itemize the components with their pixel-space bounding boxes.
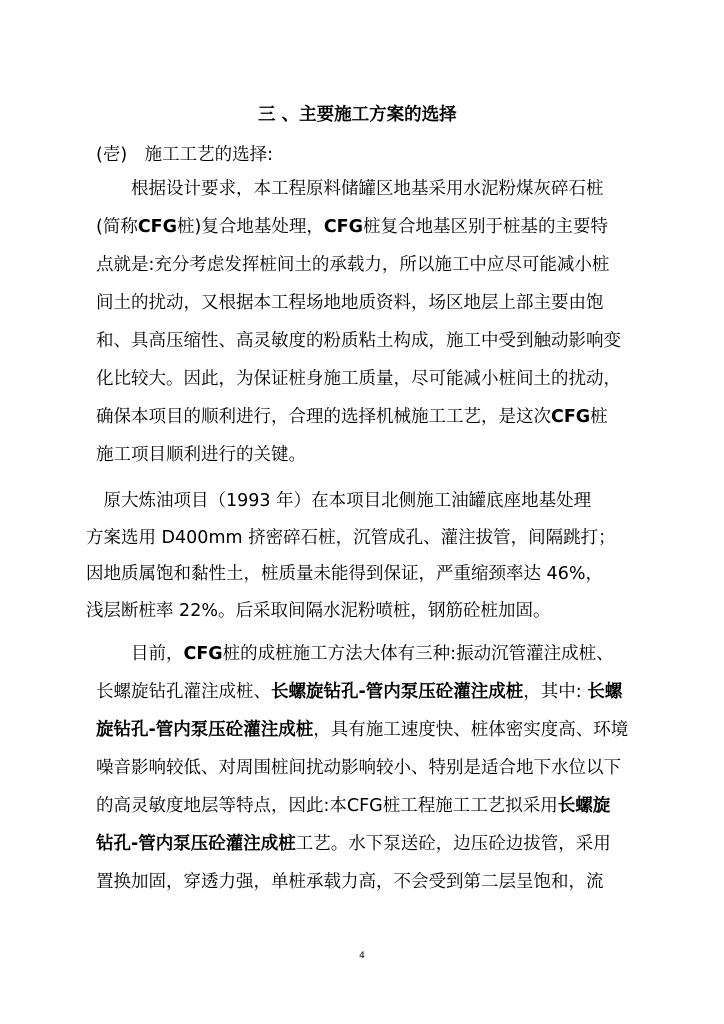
bold-text: 钻孔-管内泵压砼灌注成桩 <box>96 834 296 854</box>
page-number: 4 <box>359 951 365 961</box>
text-line: 原大炼油项目（1993 年）在本项目北侧施工油罐底座地基处理 <box>86 491 592 511</box>
bold-text: CFG <box>137 217 177 237</box>
text-line: 置换加固，穿透力强，单桩承载力高，不会受到第二层呈饱和，流 <box>96 872 604 892</box>
text-line: 确保本项目的顺利进行，合理的选择机械施工工艺，是这次CFG桩 <box>96 407 608 427</box>
bold-text: CFG <box>323 217 363 237</box>
section-title: 三 、主要施工方案的选择 <box>258 105 457 125</box>
text-line: 和、具高压缩性、高灵敏度的粉质粘土构成，施工中受到触动影响变 <box>96 331 621 351</box>
text-line: 间土的扰动，又根据本工程场地地质资料，场区地层上部主要由饱 <box>96 293 604 313</box>
text-line: 噪音影响较低、对周围桩间扰动影响较小、特别是适合地下水位以下 <box>96 758 621 778</box>
bold-text: 旋钻孔-管内泵压砼灌注成桩 <box>96 720 314 740</box>
bold-text: CFG <box>183 644 223 664</box>
text-line: 的高灵敏度地层等特点，因此:本CFG桩工程施工工艺拟采用长螺旋 <box>96 796 611 816</box>
text-line: 浅层断桩率 22%。后采取间隔水泥粉喷桩，钢筋砼桩加固。 <box>86 600 551 621</box>
text-line: 钻孔-管内泵压砼灌注成桩工艺。水下泵送砼，边压砼边拔管，采用 <box>96 834 611 854</box>
text-line: (简称CFG桩)复合地基处理，CFG桩复合地基区别于桩基的主要特 <box>96 217 608 237</box>
text-line: 长螺旋钻孔灌注成桩、长螺旋钻孔-管内泵压砼灌注成桩，其中: 长螺 <box>96 682 623 702</box>
text-line: 施工项目顺利进行的关键。 <box>96 445 306 465</box>
text-line: 点就是:充分考虑发挥桩间土的承载力，所以施工中应尽可能减小桩 <box>96 255 610 275</box>
bold-text: CFG <box>551 407 591 427</box>
text-line: 因地质属饱和黏性土，桩质量未能得到保证，严重缩颈率达 46%， <box>86 564 603 584</box>
text-line: 方案选用 D400mm 挤密碎石桩，沉管成孔、灌注拔管，间隔跳打； <box>86 527 616 548</box>
text-line: 化比较大。因此，为保证桩身施工质量，尽可能减小桩间土的扰动， <box>96 369 621 389</box>
subsection-heading: (壱) 施工工艺的选择: <box>96 145 274 165</box>
bold-text: 长螺旋 <box>557 796 611 816</box>
text-line: 旋钻孔-管内泵压砼灌注成桩，具有施工速度快、桩体密实度高、环境 <box>96 720 629 740</box>
bold-text: 长螺 <box>587 682 623 702</box>
text-line: 根据设计要求，本工程原料储罐区地基采用水泥粉煤灰碎石桩 <box>96 179 604 199</box>
text-line: 目前，CFG桩的成桩施工方法大体有三种:振动沉管灌注成桩、 <box>96 644 614 664</box>
bold-text: 长螺旋钻孔-管内泵压砼灌注成桩 <box>271 682 524 702</box>
